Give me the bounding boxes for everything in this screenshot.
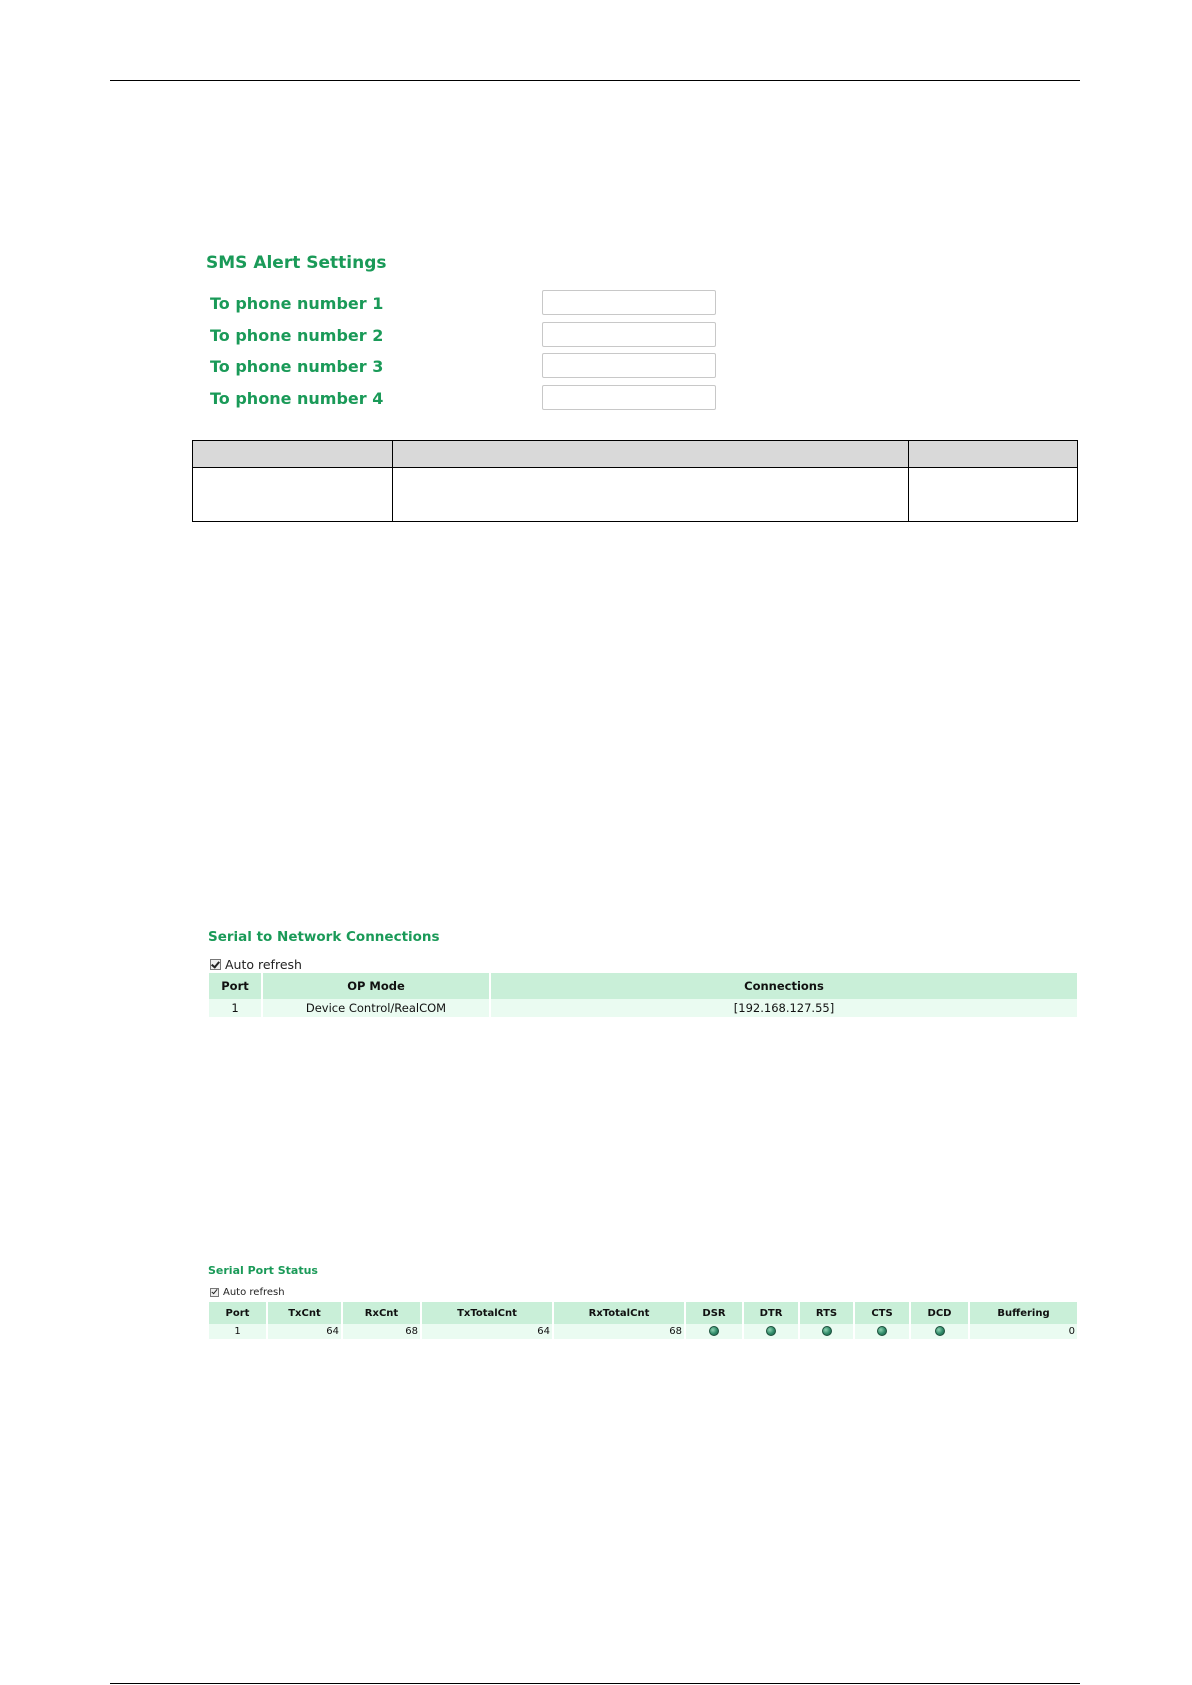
empty-table-header-row [193,441,1078,468]
empty-table-header-cell [393,441,909,468]
column-header-dsr: DSR [686,1302,742,1324]
page-header-rule [110,80,1080,81]
empty-table-header-cell [193,441,393,468]
empty-table-cell [393,468,909,522]
column-header-cts: CTS [855,1302,909,1324]
column-header-port: Port [209,973,261,999]
dsr-led-icon [709,1326,719,1336]
empty-table-cell [193,468,393,522]
column-header-txcnt: TxCnt [268,1302,341,1324]
column-header-rts: RTS [800,1302,853,1324]
column-header-dcd: DCD [911,1302,968,1324]
column-header-rxtotalcnt: RxTotalCnt [554,1302,684,1324]
rxtotalcnt-cell: 68 [554,1324,684,1339]
port-cell: 1 [209,1324,266,1339]
serial-network-table [207,973,1079,1017]
connections-cell: [192.168.127.55] [491,999,1077,1017]
empty-table-cell [909,468,1078,522]
table-row [209,1324,1077,1339]
column-header-buffering: Buffering [970,1302,1077,1324]
rts-led-icon [822,1326,832,1336]
port-cell: 1 [209,999,261,1017]
empty-table-row [193,468,1078,522]
serial-port-auto-refresh[interactable] [210,1287,285,1298]
rxcnt-cell: 68 [343,1324,420,1339]
phone-number-1-input[interactable] [542,290,716,315]
cts-cell [855,1324,909,1339]
op-mode-cell: Device Control/RealCOM [263,999,489,1017]
buffering-cell: 0 [970,1324,1077,1339]
phone-number-3-label: To phone number 3 [210,357,384,376]
dtr-cell [744,1324,798,1339]
phone-number-1-label: To phone number 1 [210,294,384,313]
table-header-row [209,973,1077,999]
phone-number-2-label: To phone number 2 [210,326,384,345]
page-footer-rule [110,1683,1080,1684]
txcnt-cell: 64 [268,1324,341,1339]
table-row [209,999,1077,1017]
rts-cell [800,1324,853,1339]
auto-refresh-checkbox[interactable] [210,1288,219,1297]
column-header-port: Port [209,1302,266,1324]
dcd-led-icon [935,1326,945,1336]
serial-network-auto-refresh[interactable] [210,957,302,972]
column-header-rxcnt: RxCnt [343,1302,420,1324]
empty-table-header-cell [909,441,1078,468]
dtr-led-icon [766,1326,776,1336]
phone-number-2-input[interactable] [542,322,716,347]
txtotalcnt-cell: 64 [422,1324,552,1339]
cts-led-icon [877,1326,887,1336]
column-header-connections: Connections [491,973,1077,999]
column-header-dtr: DTR [744,1302,798,1324]
auto-refresh-label: Auto refresh [225,957,302,972]
phone-number-4-label: To phone number 4 [210,389,384,408]
column-header-op-mode: OP Mode [263,973,489,999]
serial-port-status-table [207,1302,1079,1339]
serial-port-status-title: Serial Port Status [208,1264,318,1277]
dsr-cell [686,1324,742,1339]
column-header-txtotalcnt: TxTotalCnt [422,1302,552,1324]
sms-alert-title: SMS Alert Settings [206,253,387,273]
dcd-cell [911,1324,968,1339]
phone-number-3-input[interactable] [542,353,716,378]
empty-parameter-table [192,440,1078,522]
phone-number-4-input[interactable] [542,385,716,410]
table-header-row [209,1302,1077,1324]
auto-refresh-label: Auto refresh [223,1287,285,1298]
auto-refresh-checkbox[interactable] [210,959,221,970]
serial-network-title: Serial to Network Connections [208,929,440,945]
